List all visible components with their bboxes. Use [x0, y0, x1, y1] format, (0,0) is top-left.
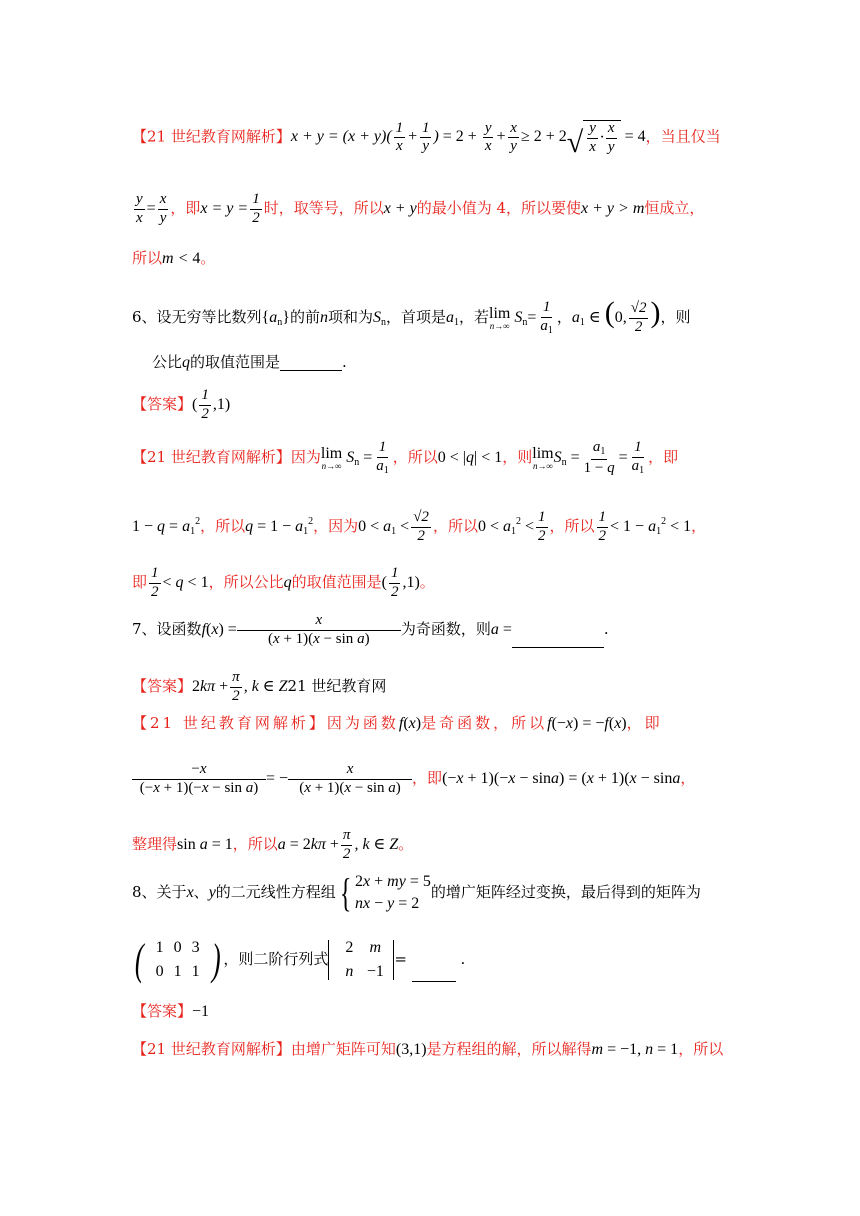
q7-explanation-1: 【21 世纪教育网解析】因为函数f(x)是奇函数，所以f(−x) = −f(x)，即 — [132, 714, 663, 732]
q8-answer: 【答案】−1 — [132, 1002, 210, 1020]
q6-line-1: 6、设无穷等比数列$\{a_n\}$的前n项和为$S_n$，首项是$a_1$，若 lim n→∞ $S_n=$ $\frac{1}{a_1}$ ，$a_1$ ∈ (0, $\frac{√2}{2}$ )，则 — [132, 296, 691, 336]
q7-explanation-3: 整理得sin a = 1，所以a = 2kπ + $\frac{\pi}{2}$ , k ∈ Z。 — [132, 827, 414, 862]
p5-line-2: $\frac{y}{x}$ = $\frac{x}{y}$ ，即x = y = $\frac{1}{2}$ 时，取等号，所以x + y的最小值为 4，所以要使x + y > m恒成立， — [136, 191, 705, 226]
q8-explanation-1: 【21 世纪教育网解析】由增广矩阵可知(3,1)是方程组的解，所以解得m = −1, n = 1，所以 — [132, 1040, 724, 1058]
p5-line-3: 所以m < 4。 — [132, 249, 216, 267]
answer-blank[interactable] — [280, 356, 342, 371]
answer-blank[interactable] — [512, 633, 604, 648]
q7-answer: 【答案】2kπ + $\frac{\pi}{2}$ , k ∈ Z21 世纪教育网 — [132, 669, 387, 704]
q6-explanation-1: 【21 世纪教育网解析】因为 lim n→∞ $S_n$ = $\frac{1}{a_1}$ ，所以0 < |q| < 1，则 lim n→∞ $S_n$ = $\frac{a_1}{1 - q}$ = $\frac{1}{a_1}$ ，即 — [132, 439, 679, 476]
q7-explanation-2: $\frac{-x}{\text{(−x + 1)(−x − sin a)}}$ = − $\frac{x}{\text{(x + 1)(x − sin a)}}$ ，即(−x + 1)(−x − sina) = (x + 1)(x − sina， — [132, 762, 732, 797]
answer-tag: 【答案】 — [132, 394, 193, 413]
determinant: 2 m n −1 — [328, 940, 394, 980]
q8-line-1: 8、关于x、y的二元线性方程组 { 2x + my = 5 nx − y = 2 的增广矩阵经过变换，最后得到的矩阵为 — [132, 870, 701, 915]
p5-line-1: 【21 世纪教育网解析】x + y = (x + y)( $\frac{1}{x}$ + $\frac{1}{y}$ ) = 2 + $\frac{y}{x}$ + $\frac{x}{y}$ ≥ 2 + 2 √ $\frac{y}{x}$ · $\frac{x}{y}$ = 4，当且仅当 — [132, 119, 721, 159]
q6-answer: 【答案】( $\frac{1}{2}$ ,1) — [132, 387, 231, 422]
answer-blank[interactable] — [412, 967, 456, 982]
explanation-tag: 【21 世纪教育网解析】 — [132, 127, 291, 146]
q6-explanation-3: 即 $\frac{1}{2}$ < q < 1，所以公比q的取值范围是( $\frac{1}{2}$ ,1)。 — [132, 565, 435, 600]
q7-line-1: 7、设函数f(x) = $\frac{x}{\text{(x + 1)(x − sin a)}}$ 为奇函数，则a = . — [132, 612, 609, 647]
q6-line-2: 公比q的取值范围是 . — [152, 353, 347, 371]
q8-line-2: ( 1 0 3 0 1 1 ) ，则二阶行列式 2 m n −1 = . — [132, 938, 732, 982]
augmented-matrix: ( 1 0 3 0 1 1 ) — [134, 935, 221, 984]
q6-explanation-2: $1 - q = a_1^2$，所以$q = 1 - a_1^2$，因为$0 < a_1$ < $\frac{√2}{2}$ ，所以$0 < a_1^2$ < $\frac{1}{2}$ ，所以 $\frac{1}{2}$ < $1 - a_1^2 < 1$， — [132, 509, 707, 544]
